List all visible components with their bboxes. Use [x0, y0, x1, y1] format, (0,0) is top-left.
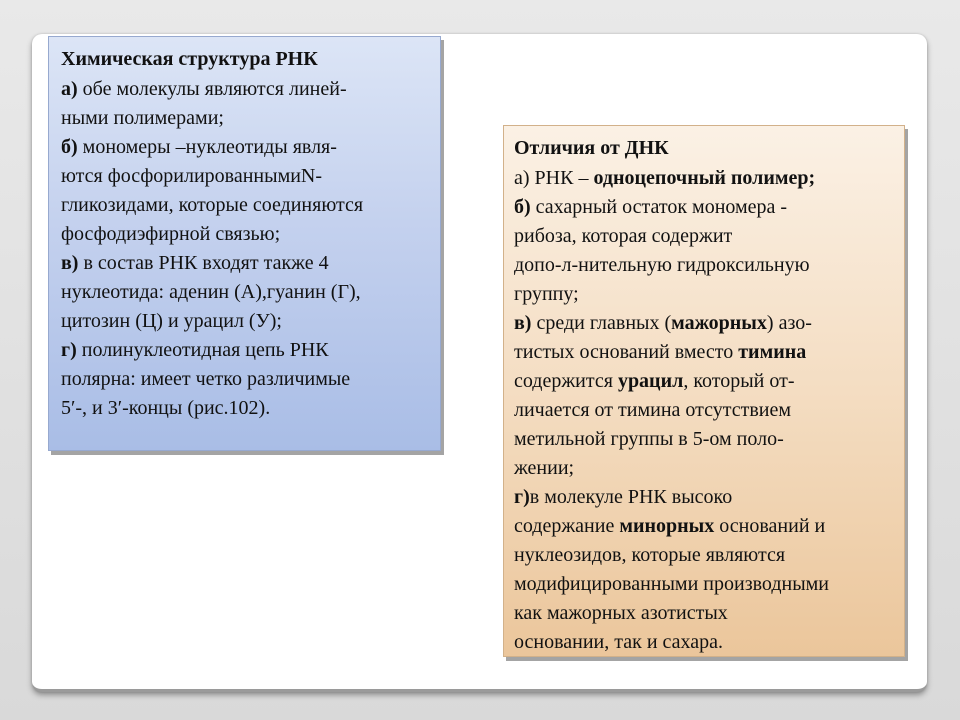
diff-b-line3: допо-л-нительную гидроксильную [514, 254, 810, 276]
point-a [61, 75, 430, 133]
diff-g-line6: основании, так и сахара. [514, 631, 724, 653]
diff-g-line5: как мажорных азотистых [514, 602, 728, 624]
diff-g-line4: модифицированными производными [514, 573, 829, 595]
point-b-line1: мономеры –нуклеотиды явля- [77, 136, 337, 158]
point-b [61, 133, 430, 249]
point-v-line3: цитозин (Ц) и урацил (У); [61, 310, 282, 332]
diff-b-marker: б) [514, 196, 531, 218]
diff-v-line5: метильной группы в 5-ом поло- [514, 428, 784, 450]
point-b-marker: б) [61, 136, 78, 158]
point-g [61, 336, 430, 423]
dna-differences-box [503, 125, 905, 657]
point-g-line2: полярна: имеет четко различимые [61, 368, 351, 390]
diff-g-line2-bold: минорных [619, 515, 715, 537]
diff-a-bold: одноцепочный полимер; [593, 167, 816, 189]
diff-g-line3: нуклеозидов, которые являются [514, 544, 786, 566]
diff-g-line2-post: оснований и [714, 515, 826, 537]
point-a-line2: ными полимерами; [61, 107, 224, 129]
diff-g [514, 483, 894, 657]
diff-g-line1: в молекуле РНК высоко [529, 486, 733, 508]
diff-g-marker: г) [514, 486, 530, 508]
diff-v-line1-post: ) азо- [766, 312, 812, 334]
diff-v-line4: личается от тимина отсутствием [514, 399, 792, 421]
diff-g-line2-pre: содержание [514, 515, 620, 537]
diff-v-line3-post: , который от- [683, 370, 795, 392]
diff-v-line2-pre: тистых оснований вместо [514, 341, 739, 363]
point-g-marker: г) [61, 339, 77, 361]
point-b-line2: ются фосфорилированнымиN- [61, 165, 323, 187]
diff-v [514, 309, 894, 483]
point-b-line4: фосфодиэфирной связью; [61, 223, 281, 245]
diff-b-line4: группу; [514, 283, 579, 305]
diff-a [514, 164, 894, 193]
point-v [61, 249, 430, 336]
diff-b-line1: сахарный остаток мономера - [530, 196, 788, 218]
diff-v-line6: жении; [514, 457, 575, 479]
diff-v-line3-bold: урацил [617, 370, 684, 392]
diff-v-marker: в) [514, 312, 532, 334]
chemical-structure-box [48, 36, 441, 451]
diff-b-line2: рибоза, которая содержит [514, 225, 733, 247]
diff-v-line2-bold: тимина [738, 341, 807, 363]
diff-v-line1-bold: мажорных [671, 312, 767, 334]
point-g-line1: полинуклеотидная цепь РНК [76, 339, 329, 361]
diff-v-line3-pre: содержится [514, 370, 618, 392]
point-v-line1: в состав РНК входят также 4 [78, 252, 329, 274]
chemical-structure-title: Химическая структура РНК [61, 48, 318, 70]
diff-b [514, 193, 894, 309]
diff-a-prefix: а) РНК – [514, 167, 594, 189]
point-a-line1: обе молекулы являются линей- [77, 78, 347, 100]
point-b-line3: гликозидами, которые соединяются [61, 194, 364, 216]
diff-v-line1-pre: среди главных ( [531, 312, 672, 334]
point-v-line2: нуклеотида: аденин (А),гуанин (Г), [61, 281, 361, 303]
point-a-marker: а) [61, 78, 78, 100]
point-v-marker: в) [61, 252, 79, 274]
point-g-line3: 5′-, и 3′-концы (рис.102). [61, 397, 271, 419]
dna-differences-title: Отличия от ДНК [514, 137, 669, 159]
